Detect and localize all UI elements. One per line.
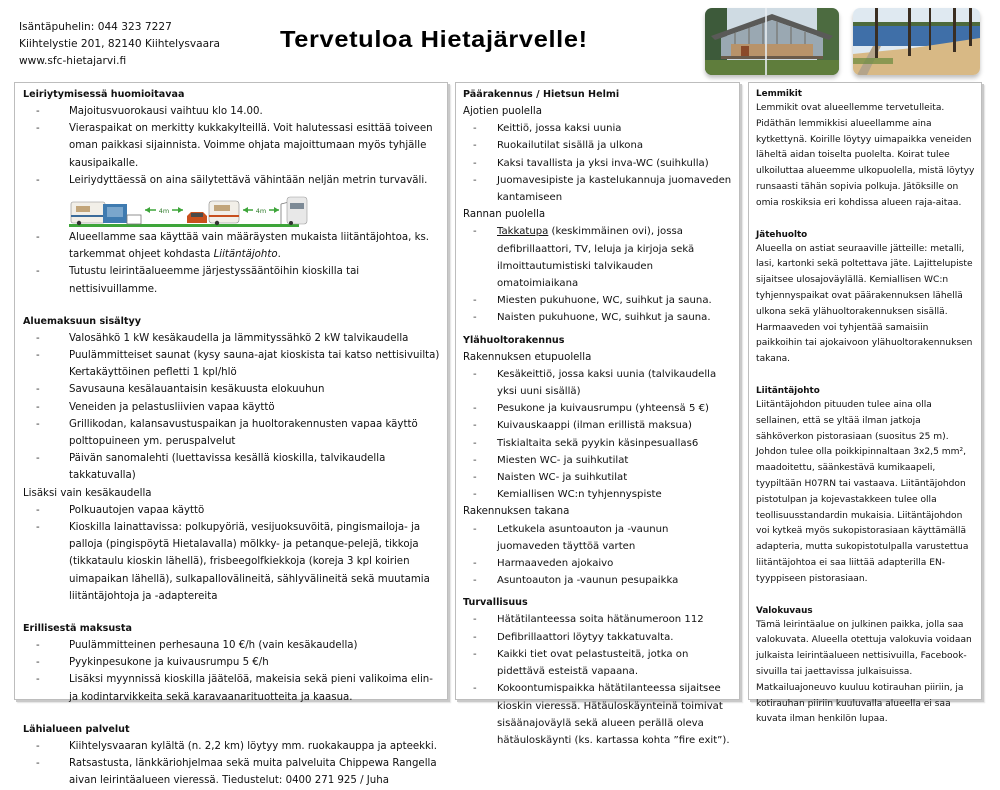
list-item: - Ruokailutilat sisällä ja ulkona <box>463 137 733 154</box>
subsection-label: Rakennuksen etupuolella <box>463 351 592 363</box>
section-text: Lemmikit ovat alueellemme tervetulleita. Pidäthän lemmikkisi alueellamme aina kytkettynä. Koirille löytyy uimapaikka veneiden läheltä aidan toiselta puolelta. Koirat tulee ulkoiluttaa alueemme ulkopuolella, mistä löytyy runsaasti tähän sopivia polkuja. Jätöksille on omia roskiksia eri kohdissa alueen raja-aitaa. <box>756 103 975 208</box>
list-item: - Leiriydyttäessä on aina säilytettävä vähintään neljän metrin turvaväli. <box>23 172 441 189</box>
website-link[interactable]: www.sfc-hietajarvi.fi <box>19 55 127 67</box>
list-item: - Pyykinpesukone ja kuivausrumpu 5 €/h <box>23 654 441 671</box>
address: Kiihtelystie 201, 82140 Kiihtelysvaara <box>19 38 221 50</box>
list-item: - Pesukone ja kuivausrumpu (yhteensä 5 €) <box>463 400 733 417</box>
subsection-label: Rannan puolella <box>463 209 546 221</box>
takkatupa-label: Takkatupa <box>497 226 549 238</box>
section-heading: Erillisestä maksusta <box>23 623 132 635</box>
list-item: - Juomavesipiste ja kastelukannuja juomaveden kantamiseen <box>463 172 733 206</box>
car-icon <box>187 212 207 223</box>
section-heading: Päärakennus / Hietsun Helmi <box>463 89 620 100</box>
section-heading: Turvallisuus <box>463 597 528 609</box>
beach-photo <box>853 8 980 75</box>
list-item: - Kemiallisen WC:n tyhjennyspiste <box>463 486 733 503</box>
list-item: - Kesäkeittiö, jossa kaksi uunia (talvikaudella yksi uuni sisällä) <box>463 366 733 400</box>
list-item: - Kuivauskaappi (ilman erillistä maksua) <box>463 417 733 434</box>
list-item: - Puulämmitteiset saunat (kysy sauna-ajat kioskista tai katso nettisivuilta) <box>23 347 441 364</box>
section-heading: Aluemaksuun sisältyy <box>23 315 142 327</box>
section-heading: Ylähuoltorakennus <box>463 334 565 346</box>
section-text: Alueella on astiat seuraaville jätteille: metalli, lasi, kartonki sekä poltettava jäte. Lajittelupiste sijaitsee ulosajoväylällä. Kemiallisen WC:n tyhjennyspaikat ovat päärakennuksen lähellä ulkona sekä ylähuoltorakennuksen sisällä. Harmaaveden voi tyhjentää samaisiin paikkoihin tai ajokaivoon ylähuoltorakennuksen takana. <box>756 243 973 365</box>
distance-arrow-2 <box>243 206 279 215</box>
left-panel <box>14 82 448 787</box>
list-item: - Defibrillaattori löytyy takkatuvalta. <box>463 629 733 646</box>
list-item: - Kaikki tiet ovat pelastusteitä, jotka on pidettävä esteistä vapaana. <box>463 646 733 680</box>
list-item: - Kioskilla lainattavissa: polkupyöriä, vesijuoksuvöitä, pingismailoja- ja palloja (pingispöytä Hietalavalla) mölkky- ja petanque-pelejä, tikkoja (tikkataulu kioskin lähellä), frisbeegolfkiekkoja (koreja 3 kpl koirien uimapaikan lähellä), sulkapallovälineitä, sählyvälineitä sekä muutamia liitäntäjohtoja ja -adaptereita <box>23 519 441 605</box>
list-item: - Ratsastusta, länkkäriohjelmaa sekä muita palveluita Chippewa Rangella aivan leirintäalueen vieressä. Tiedustelut: 0400 271 925 / Juha <box>23 755 441 789</box>
list-item: - Veneiden ja pelastusliivien vapaa käyttö <box>23 399 441 416</box>
list-item: - Kaksi tavallista ja yksi inva-WC (suihkulla) <box>463 155 733 172</box>
motorhome-icon <box>281 197 307 225</box>
grass-strip <box>69 224 299 227</box>
section-heading: Leiriytymisessä huomioitavaa <box>23 89 185 100</box>
section-text: Liitäntäjohdon pituuden tulee aina olla sellainen, että se yltää ilman jatkoja sähköverkon pistorasiaan (suositus 25 m). Johdon tulee olla poikkipinnaltaan 3x2,5 mm², maadoitettu, säänkestävä kumikaapeli, tyypiltään H07RN tai vastaava. Liitäntäjohdon pistotulpan ja kojevastakkeen tulee olla teollisuusstandardin mukaisia. Liitäntäjohdon voi kytkeä myös sukopistorasiaan käyttämällä adapteria, mutta sukopistotulpalla varustettua liitäntäjohtoa ei saa liittää adapterilla EN-tyyppiseen pistorasiaan. <box>756 399 969 584</box>
middle-panel <box>455 82 740 746</box>
caravan-icon-2 <box>209 201 239 225</box>
right-panel <box>748 82 982 725</box>
caravan-icon <box>71 202 141 225</box>
host-phone: Isäntäpuhelin: 044 323 7227 <box>19 21 172 33</box>
list-item: - Asuntoauton ja -vaunun pesupaikka <box>463 572 733 589</box>
list-item: - Alueellamme saa käyttää vain määräysten mukaista liitäntäjohtoa, ks. tarkemmat ohjeet kohdasta Liitäntäjohto. <box>23 229 441 263</box>
list-item: - Miesten pukuhuone, WC, suihkut ja sauna. <box>463 292 733 309</box>
list-item: - Vieraspaikat on merkitty kukkakylteillä. Voit halutessasi esittää toiveen oman paikkasi sijainnista. Voimme ohjata majoittumaan myös tyhjälle kausipaikalle. <box>23 120 441 172</box>
distance-label: 4m <box>255 207 267 216</box>
list-item: - Kokoontumispaikka hätätilanteessa sijaitsee kioskin vieressä. Hätäuloskäynteinä toimivat sisäänajoväylä sekä alueen perällä oleva hätäuloskäynti (ks. kartassa kohta ”fire exit”). <box>463 680 733 749</box>
list-item: - Hätätilanteessa soita hätänumeroon 112 <box>463 611 733 628</box>
list-item: - Letkukela asuntoauton ja -vaunun juomaveden täyttöä varten <box>463 521 733 555</box>
spacing-diagram <box>69 193 309 227</box>
contact-info <box>19 19 220 70</box>
section-heading: Lähialueen palvelut <box>23 723 130 735</box>
subsection-label: Ajotien puolella <box>463 106 542 117</box>
list-item: - Polkuautojen vapaa käyttö <box>23 502 441 519</box>
section-heading: Valokuvaus <box>756 605 813 616</box>
list-item: - Miesten WC- ja suihkutilat <box>463 452 733 469</box>
sub-list-item: - Kertakäyttöinen pefletti 1 kpl/hlö <box>23 364 441 381</box>
liitantajohto-reference: Liitäntäjohto <box>213 249 278 261</box>
section-heading: Jätehuolto <box>756 229 808 240</box>
section-text: Tämä leirintäalue on julkinen paikka, jolla saa valokuvata. Alueella otettuja valokuvia voidaan julkaista leirintäalueen nettisivuilla, Facebook-sivuilla tai jaettavissa julkaisuissa. Matkailuajoneuvo kuuluu kotirauhan piiriin, ja kotirauhan piiriin kuuluvalla alueella ei saa kuvata ilman henkilön lupaa. <box>756 619 972 725</box>
list-item: - Kiihtelysvaaran kylältä (n. 2,2 km) löytyy mm. ruokakauppa ja apteekki. <box>23 738 441 755</box>
list-item: - Naisten pukuhuone, WC, suihkut ja sauna. <box>463 309 733 326</box>
list-item: - Takkatupa (keskimmäinen ovi), jossa defibrillaattori, TV, leluja ja kirjoja sekä ilmoittautumistiski talvikauden omatoimiaikana <box>463 223 733 292</box>
list-item: - Harmaaveden ajokaivo <box>463 555 733 572</box>
building-photo <box>705 8 839 75</box>
subsection-label: Rakennuksen takana <box>463 506 570 518</box>
list-item: - Tiskialtaita sekä pyykin käsinpesuallas6 <box>463 435 733 452</box>
subsection-label: Lisäksi vain kesäkaudella <box>23 487 152 499</box>
list-item: - Valosähkö 1 kW kesäkaudella ja lämmityssähkö 2 kW talvikaudella <box>23 330 441 347</box>
list-item: - Grillikodan, kalansavustuspaikan ja huoltorakennusten vapaa käyttö polttopuineen ym. peruspalvelut <box>23 416 441 450</box>
list-item: - Majoitusvuorokausi vaihtuu klo 14.00. <box>23 103 441 120</box>
list-item: - Lisäksi myynnissä kioskilla jäätelöä, makeisia sekä pieni valikoima elin- ja kodintarvikkeita sekä karavaanarituotteita ja kaasua. <box>23 671 441 705</box>
list-item: - Puulämmitteinen perhesauna 10 €/h (vain kesäkaudella) <box>23 637 441 654</box>
list-item: - Savusauna kesälauantaisin kesäkuusta elokuuhun <box>23 381 441 398</box>
list-item: - Naisten WC- ja suihkutilat <box>463 469 733 486</box>
list-item: - Keittiö, jossa kaksi uunia <box>463 120 733 137</box>
section-heading: Liitäntäjohto <box>756 385 820 396</box>
distance-label: 4m <box>158 207 170 216</box>
list-item: - Päivän sanomalehti (luettavissa kesällä kioskilla, talvikaudella takkatuvalla) <box>23 450 441 484</box>
page-title: Tervetuloa Hietajärvelle! <box>280 26 588 52</box>
section-heading: Lemmikit <box>756 89 802 99</box>
distance-arrow-1 <box>145 206 183 215</box>
list-item: - Tutustu leirintäalueemme järjestyssääntöihin kioskilla tai nettisivuillamme. <box>23 263 441 297</box>
